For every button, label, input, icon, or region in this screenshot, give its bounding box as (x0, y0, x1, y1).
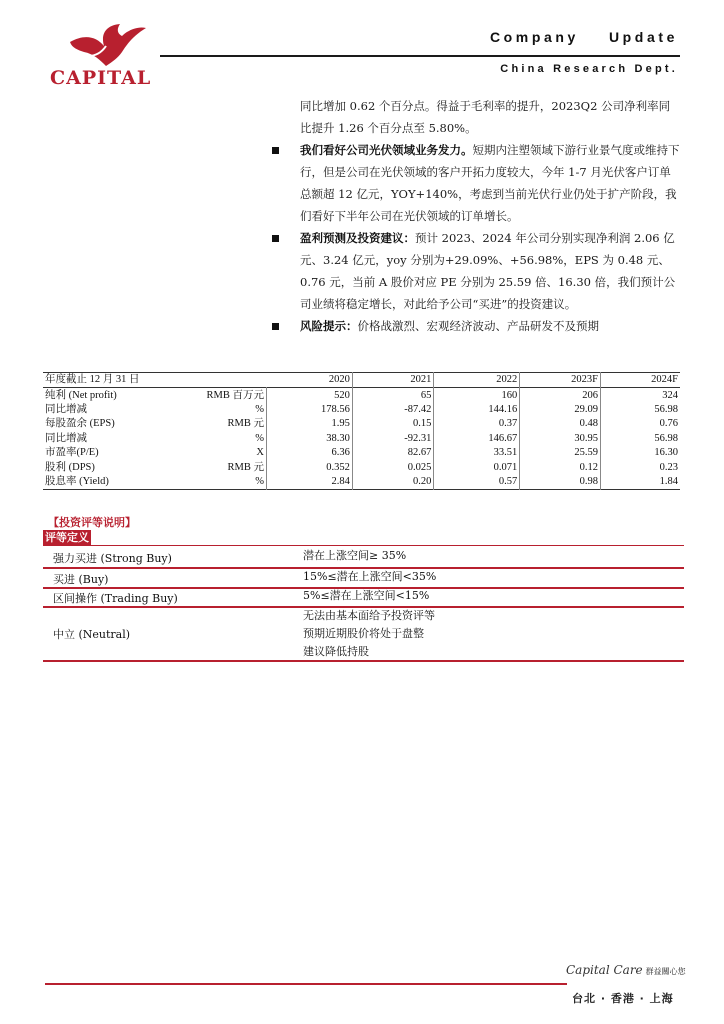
cell-value: 160 (434, 388, 520, 403)
year-header: 2022 (434, 373, 520, 388)
cell-value: 33.51 (434, 446, 520, 460)
cell-value: 65 (352, 388, 433, 403)
cell-value: 0.12 (520, 460, 601, 474)
cell-value: -87.42 (352, 403, 433, 417)
cell-value: 2.84 (267, 475, 353, 490)
rating-definition-band: 评等定义 (45, 531, 89, 544)
row-label: 股息率 (Yield) (45, 475, 109, 487)
cell-value: 0.48 (520, 417, 601, 431)
year-header: 2021 (352, 373, 433, 388)
cell-value: 25.59 (520, 446, 601, 460)
cell-value: 82.67 (352, 446, 433, 460)
bullet-text: 价格战激烈、宏观经济波动、产品研发不及预期 (357, 319, 599, 333)
cell-value: 178.56 (267, 403, 353, 417)
table-row (43, 460, 680, 474)
continuation-text: 同比增加 0.62 个百分点。得益于毛利率的提升，2023Q2 公司净利率同比提升 1.26 个百分点至 5.80%。 (300, 99, 671, 135)
footer-divider (45, 983, 567, 985)
cell-value: 0.37 (434, 417, 520, 431)
header-title-word1: Company (489, 29, 579, 45)
company-logo (50, 22, 160, 90)
cell-value: 0.23 (659, 461, 678, 473)
year-header: 2020 (267, 373, 353, 388)
bullet-heading: 风险提示： (300, 319, 358, 333)
table-header-row (43, 373, 680, 388)
rating-name: 区间操作 (Trading Buy) (53, 592, 178, 605)
rating-definition-line: 无法由基本面给予投资评等 (303, 609, 435, 622)
table-row (43, 446, 680, 460)
row-unit: % (187, 432, 267, 446)
cell-value: 0.20 (352, 475, 433, 490)
table-header-label: 年度截止 12 月 31 日 (45, 374, 140, 386)
cell-value: 1.95 (267, 417, 353, 431)
cell-value: 29.09 (520, 403, 601, 417)
cell-value: 206 (520, 388, 601, 403)
cell-value: 56.98 (654, 403, 678, 415)
rating-row-neutral (43, 607, 684, 661)
row-unit: RMB 百万元 (187, 388, 267, 403)
table-row (43, 388, 680, 403)
cell-value: 16.30 (654, 447, 678, 459)
row-label: 同比增减 (45, 432, 87, 444)
bullet-square-icon (272, 147, 279, 154)
footer-brand-name: Capital Care (566, 963, 643, 977)
rating-row-strong-buy (43, 546, 684, 568)
table-row (43, 403, 680, 417)
bullet-item (270, 139, 680, 227)
header-subtitle: China Research Dept. (500, 63, 678, 75)
bullet-heading: 盈利预测及投资建议： (300, 231, 415, 245)
row-unit: X (187, 446, 267, 460)
year-header: 2024F (651, 374, 678, 386)
bullet-square-icon (272, 323, 279, 330)
row-unit: RMB 元 (187, 460, 267, 474)
rating-definition: 15%≤潜在上涨空间<35% (303, 570, 437, 583)
row-label: 同比增减 (45, 403, 87, 415)
cell-value: 38.30 (267, 432, 353, 446)
cell-value: 0.98 (520, 475, 601, 490)
row-unit: % (187, 475, 267, 490)
row-unit: RMB 元 (187, 417, 267, 431)
footer-cities: 台北 · 香港 · 上海 (572, 992, 674, 1005)
header-title (490, 29, 678, 45)
row-label: 股利 (DPS) (45, 461, 95, 473)
cell-value: 324 (662, 389, 678, 401)
logo-wordmark: CAPITAL (50, 67, 152, 89)
rating-rule (43, 660, 684, 662)
footer-brand (566, 963, 686, 977)
eagle-emblem-icon (62, 22, 148, 68)
cell-value: 0.76 (659, 418, 678, 430)
cell-value: 56.98 (654, 432, 678, 444)
rating-definition-line: 预期近期股价将处于盘整 (303, 627, 424, 640)
row-label: 市盈率(P/E) (45, 447, 99, 459)
bullet-text: 短期内注塑领域下游行业景气度或维持下行，但是公司在光伏领域的客户开拓力度较大，今年 1-7 月光伏客户订单总额超 12 亿元，YOY+140%，考虑到当前光伏行业仍处于扩产阶段，我们看好下半年公司在光伏领域的订单增长。 (300, 143, 680, 223)
rating-definition: 潜在上涨空间≥ 35% (303, 549, 407, 562)
cell-value: 0.352 (267, 460, 353, 474)
rating-section-title: 【投资评等说明】 (48, 516, 136, 529)
bullet-item (270, 315, 680, 337)
cell-value: 520 (267, 388, 353, 403)
table-row (43, 432, 680, 446)
bullet-square-icon (272, 235, 279, 242)
cell-value: -92.31 (352, 432, 433, 446)
bullet-item (270, 227, 680, 315)
cell-value: 146.67 (434, 432, 520, 446)
cell-value: 0.025 (352, 460, 433, 474)
footer-brand-cn: 群益關心您 (645, 967, 686, 976)
summary-bullets (270, 95, 680, 337)
rating-name: 中立 (Neutral) (53, 628, 131, 641)
rating-name: 强力买进 (Strong Buy) (53, 552, 172, 565)
cell-value: 0.15 (352, 417, 433, 431)
continuation-paragraph (270, 95, 680, 139)
financial-summary-table (43, 372, 680, 490)
header-divider (160, 55, 680, 57)
year-header: 2023F (520, 373, 601, 388)
rating-row-trading-buy (43, 589, 684, 607)
row-label: 每股盈余 (EPS) (45, 418, 115, 430)
cell-value: 30.95 (520, 432, 601, 446)
cell-value: 144.16 (434, 403, 520, 417)
bullet-text: 预计 2023、2024 年公司分别实现净利润 2.06 亿元、3.24 亿元，yoy 分别为+29.09%、+56.98%，EPS 为 0.48 元、0.76 元，当前 A 股价对应 PE 分别为 25.59 倍、16.30 倍，我们预计公司业绩将稳定增长，对此给予公司“买进”的投资建议。 (300, 231, 676, 311)
row-label: 纯利 (Net profit) (45, 389, 117, 401)
bullet-heading: 我们看好公司光伏领域业务发力。 (300, 143, 473, 157)
cell-value: 0.071 (434, 460, 520, 474)
table-row (43, 475, 680, 490)
rating-definition: 5%≤潜在上涨空间<15% (303, 589, 430, 602)
header-title-word2: Update (608, 29, 678, 45)
cell-value: 6.36 (267, 446, 353, 460)
cell-value: 1.84 (659, 475, 678, 487)
cell-value: 0.57 (434, 475, 520, 490)
rating-definition-line: 建议降低持股 (303, 645, 369, 658)
row-unit: % (187, 403, 267, 417)
rating-name: 买进 (Buy) (53, 573, 109, 586)
table-row (43, 417, 680, 431)
